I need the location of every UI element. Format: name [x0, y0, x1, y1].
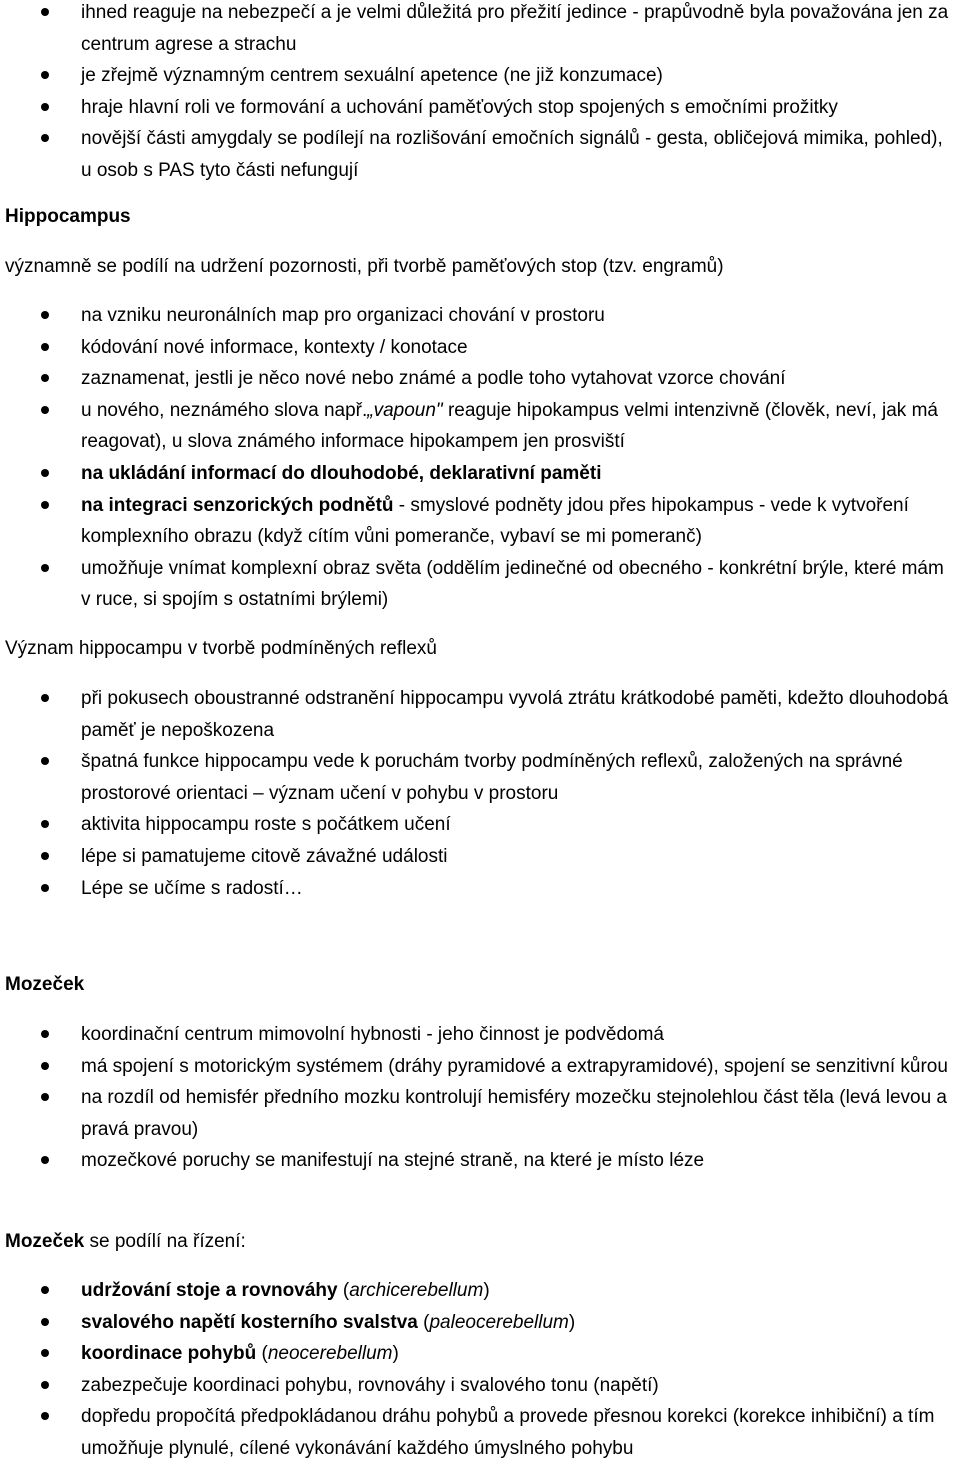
- hippocampus-intro: významně se podílí na udržení pozornosti, při tvorbě paměťových stop (tzv. engramů): [5, 256, 724, 277]
- cerebellum-heading: Mozeček: [5, 974, 85, 995]
- list-item: zabezpečuje koordinaci pohybu, rovnováhy i svalového tonu (napětí): [0, 1370, 960, 1402]
- list-item: na vzniku neuronálních map pro organizaci chování v prostoru: [0, 300, 960, 332]
- item-text: ): [483, 1280, 490, 1301]
- list-item: aktivita hippocampu roste s počátkem učení: [0, 809, 960, 841]
- list-item: [0, 1307, 960, 1339]
- list-item: špatná funkce hippocampu vede k poruchám tvorby podmíněných reflexů, založených na správné prostorové orientaci – význam učení v pohybu v prostoru: [0, 746, 960, 809]
- item-text: ): [392, 1343, 399, 1365]
- cerebellum-list: [0, 1019, 960, 1177]
- list-item: ihned reaguje na nebezpečí a je velmi důležitá pro přežití jedince - prapůvodně byla považována jen za centrum agrese a strachu: [0, 0, 960, 60]
- item-bold-text: svalového napětí kosterního svalstva: [81, 1311, 418, 1333]
- item-bold-text: koordinace pohybů: [81, 1343, 257, 1365]
- hippocampus-list: [0, 300, 960, 616]
- reflex-list: [0, 683, 960, 904]
- item-text: reaguje hipokampus velmi intenzivně (člověk, neví, jak má reagovat), u slova známého informace hipokampem jen prosviští: [81, 399, 938, 453]
- list-item: [0, 1338, 960, 1370]
- reflex-subheading: Význam hippocampu v tvorbě podmíněných reflexů: [5, 638, 437, 659]
- list-item: hraje hlavní roli ve formování a uchování paměťových stop spojených s emočními prožitky: [0, 92, 960, 124]
- list-item: lépe si pamatujeme citově závažné události: [0, 841, 960, 873]
- item-italic-text: archicerebellum: [349, 1280, 484, 1301]
- list-item: při pokusech oboustranné odstranění hippocampu vyvolá ztrátu krátkodobé paměti, kdežto dlouhodobá paměť je nepoškozena: [0, 683, 960, 746]
- list-item: na rozdíl od hemisfér předního mozku kontrolují hemisféry mozečku stejnolehlou část těla (levá levou a pravá pravou): [0, 1082, 960, 1145]
- item-text: (: [256, 1343, 268, 1365]
- item-bold-text: udržování stoje a rovnováhy: [81, 1280, 338, 1301]
- list-item: mozečkové poruchy se manifestují na stejné straně, na které je místo léze: [0, 1145, 960, 1177]
- item-text: (: [337, 1280, 350, 1301]
- list-item: má spojení s motorickým systémem (dráhy pyramidové a extrapyramidové), spojení se senzitivní kůrou: [0, 1051, 960, 1083]
- item-bold-text: na integraci senzorických podnětů: [81, 494, 394, 516]
- list-item: novější části amygdaly se podílejí na rozlišování emočních signálů - gesta, obličejová mimika, pohled), u osob s PAS tyto části nefungují: [0, 123, 960, 186]
- list-item: Lépe se učíme s radostí…: [0, 873, 960, 905]
- item-bold-text: na ukládání informací do dlouhodobé, deklarativní paměti: [81, 462, 602, 484]
- amygdala-list: [0, 0, 960, 187]
- list-item: dopředu propočítá předpokládanou dráhu pohybů a provede přesnou korekci (korekce inhibiční) a tím umožňuje plynulé, cílené vykonávání každého úmyslného pohybu: [0, 1401, 960, 1464]
- list-item: koordinační centrum mimovolní hybnosti - jeho činnost je podvědomá: [0, 1019, 960, 1051]
- item-italic-text: neocerebellum: [267, 1343, 393, 1365]
- list-item: je zřejmě významným centrem sexuální apetence (ne již konzumace): [0, 60, 960, 92]
- list-item: kódování nové informace, kontexty / konotace: [0, 332, 960, 364]
- cerebellum-control-intro: [5, 1226, 956, 1257]
- cerebellum-control-list: [0, 1275, 960, 1465]
- intro-text: se podílí na řízení:: [84, 1231, 246, 1252]
- item-text: - smyslové podněty jdou přes hipokampus - vede k vytvoření komplexního obrazu (když cítím vůni pomeranče, vybaví se mi pomeranč): [81, 494, 909, 548]
- item-text: u nového, neznámého slova např.: [81, 399, 368, 421]
- list-item: [0, 458, 960, 490]
- list-item: umožňuje vnímat komplexní obraz světa (oddělím jedinečné od obecného - konkrétní brýle, které mám v ruce, si spojím s ostatními brýlemi): [0, 553, 960, 616]
- hippocampus-heading: Hippocampus: [5, 206, 131, 227]
- item-text: ): [568, 1311, 576, 1333]
- item-text: (: [417, 1311, 430, 1333]
- list-item: [0, 1275, 960, 1307]
- list-item: zaznamenat, jestli je něco nové nebo známé a podle toho vytahovat vzorce chování: [0, 363, 960, 395]
- item-italic-text: paleocerebellum: [429, 1311, 569, 1333]
- list-item: [0, 395, 960, 458]
- example-word: „vapoun": [367, 399, 443, 421]
- intro-bold-text: Mozeček: [5, 1231, 85, 1252]
- list-item: [0, 490, 960, 553]
